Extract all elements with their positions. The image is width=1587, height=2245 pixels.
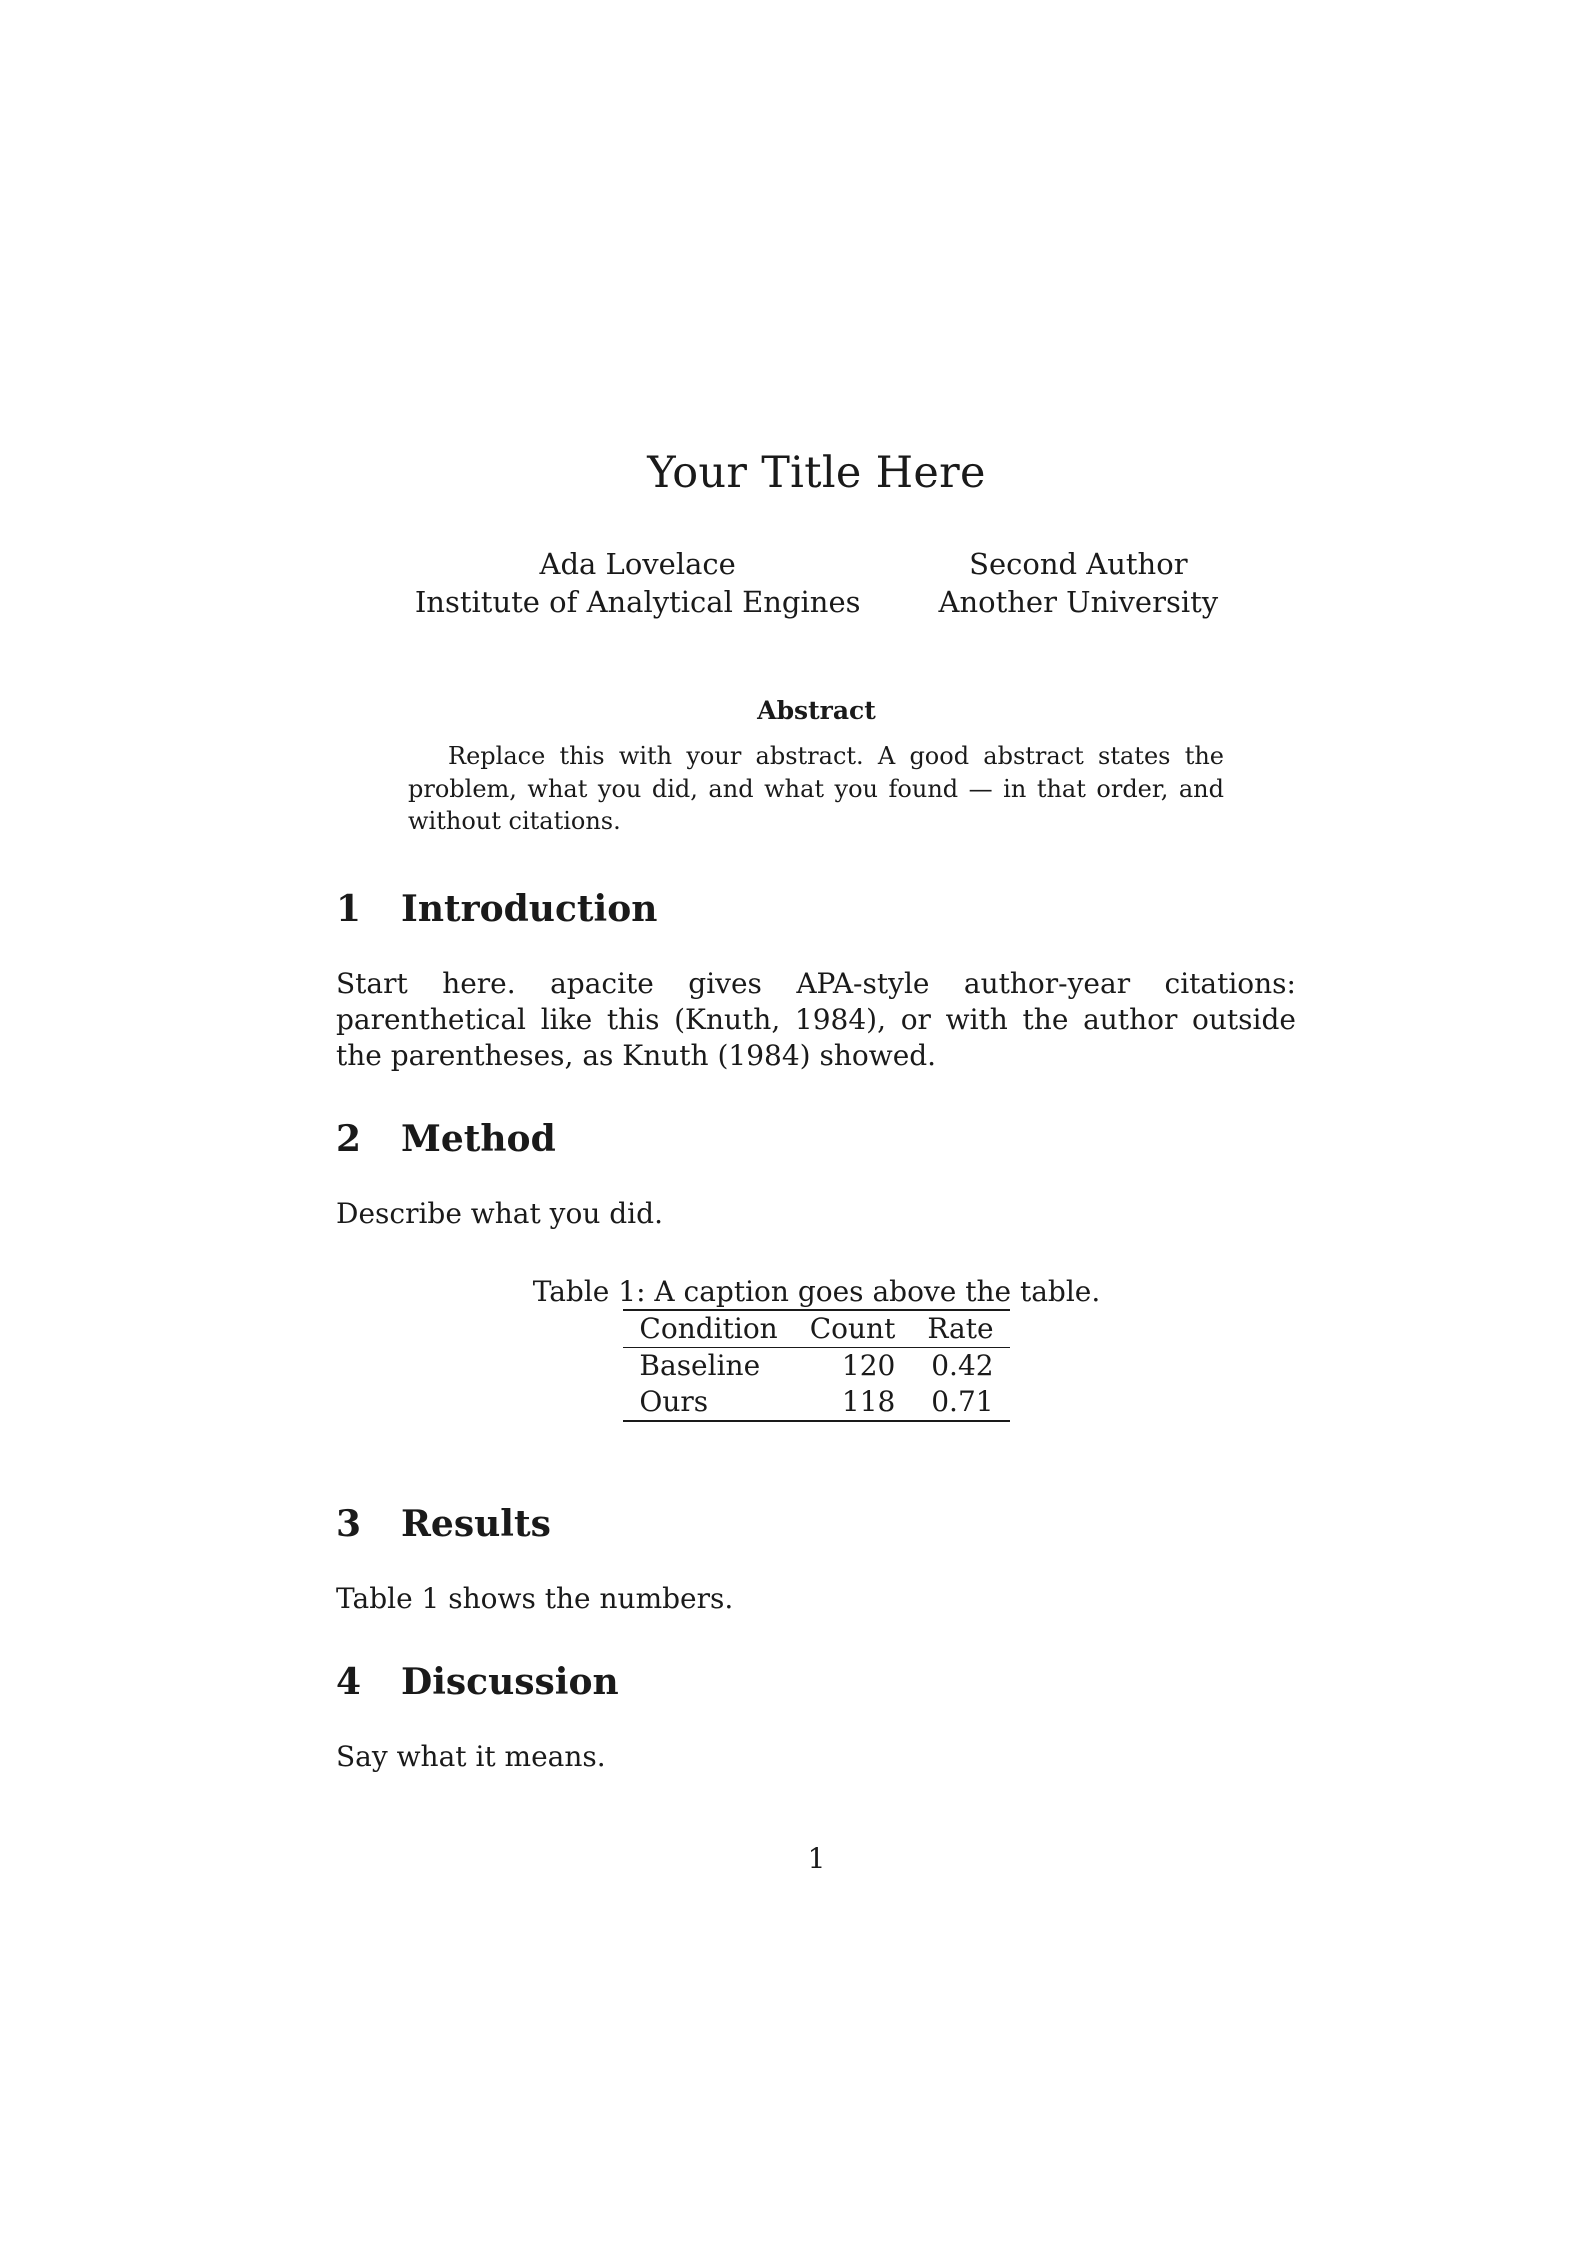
section-heading-introduction <box>336 888 657 930</box>
author-2 <box>939 545 1219 621</box>
section-title: Discussion <box>401 1661 619 1703</box>
results-table <box>623 1309 1009 1422</box>
section-heading-results <box>336 1503 551 1545</box>
section-body-discussion: Say what it means. <box>336 1740 606 1773</box>
table-cell: Baseline <box>639 1349 761 1382</box>
table-cell: 0.71 <box>931 1385 994 1418</box>
section-title: Method <box>401 1118 556 1160</box>
author-affiliation: Another University <box>938 585 1219 619</box>
author-affiliation: Institute of Analytical Engines <box>414 585 861 619</box>
table-row <box>623 1384 1009 1421</box>
section-number: 2 <box>336 1118 362 1160</box>
table-cell: Ours <box>639 1385 709 1418</box>
column-header: Count <box>794 1310 912 1348</box>
paper-title: Your Title Here <box>647 448 986 498</box>
section-body-results: Table 1 shows the numbers. <box>336 1582 734 1615</box>
table-cell: 120 <box>841 1349 896 1382</box>
author-1 <box>415 545 861 621</box>
table-cell: 118 <box>841 1385 896 1418</box>
section-number: 3 <box>336 1503 362 1545</box>
author-name: Second Author <box>969 547 1188 581</box>
section-body-introduction: Start here. apacite gives APA-style author-year citations: parenthetical like this (Knuth, 1984), or with the author outside the parentheses, as Knuth (1984) showed. <box>336 967 1296 1072</box>
abstract-text: Replace this with your abstract. A good abstract states the problem, what you did, and what you found — in that order, and without citations. <box>408 742 1224 835</box>
section-number: 4 <box>336 1661 362 1703</box>
section-heading-method <box>336 1118 556 1160</box>
column-header: Condition <box>623 1310 793 1348</box>
author-name: Ada Lovelace <box>539 547 736 581</box>
abstract-heading: Abstract <box>757 696 876 725</box>
section-body-method: Describe what you did. <box>336 1197 663 1230</box>
section-title: Introduction <box>401 888 658 930</box>
table-row <box>623 1348 1009 1385</box>
page-number: 1 <box>807 1842 826 1875</box>
author-block <box>0 545 1587 621</box>
section-heading-discussion <box>336 1661 619 1703</box>
table-cell: 0.42 <box>931 1349 994 1382</box>
table-header-row <box>623 1310 1009 1348</box>
section-number: 1 <box>336 888 362 930</box>
table-caption: Table 1: A caption goes above the table. <box>532 1275 1101 1308</box>
section-title: Results <box>401 1503 551 1545</box>
table-figure <box>0 1275 1587 1422</box>
column-header: Rate <box>911 1310 1009 1348</box>
